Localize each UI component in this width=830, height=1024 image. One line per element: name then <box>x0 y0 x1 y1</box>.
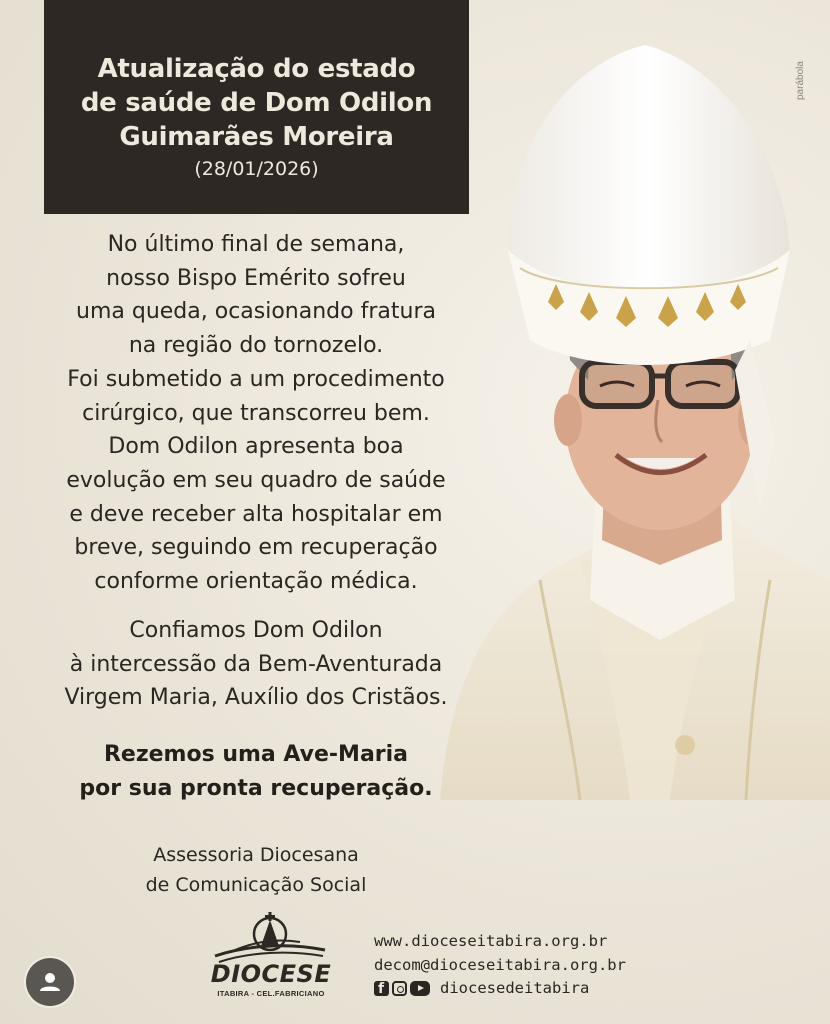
text-line: nosso Bispo Emérito sofreu <box>106 265 406 291</box>
title-line: Guimarães Moreira <box>119 122 394 152</box>
title-line: Atualização do estado <box>97 54 416 84</box>
email-link[interactable]: decom@dioceseitabira.org.br <box>374 955 626 974</box>
user-icon <box>26 958 74 1006</box>
signature-line: Assessoria Diocesana <box>153 844 359 866</box>
signature-line: de Comunicação Social <box>145 874 367 896</box>
call-to-prayer <box>20 738 492 805</box>
text-line: conforme orientação médica. <box>94 569 418 595</box>
text-line: e deve receber alta hospitalar em <box>69 501 443 527</box>
text-line: breve, seguindo em recuperação <box>74 535 438 561</box>
title-line: de saúde de Dom Odilon <box>80 88 433 118</box>
prayer-paragraph <box>20 614 492 715</box>
social-row <box>374 977 626 1001</box>
text-line: No último final de semana, <box>107 232 405 257</box>
text-line: Confiamos Dom Odilon <box>129 618 383 643</box>
text-line: Dom Odilon apresenta boa <box>108 434 404 460</box>
diocese-logo <box>205 912 335 1004</box>
title-date: (28/01/2026) <box>194 158 319 180</box>
text-line: cirúrgico, que transcorreu bem. <box>82 400 430 426</box>
instagram-icon[interactable] <box>392 981 407 996</box>
avatar[interactable] <box>26 958 74 1006</box>
title-banner <box>44 0 469 214</box>
photo-credit-watermark: parábola <box>795 61 806 100</box>
signature <box>40 840 472 900</box>
youtube-icon[interactable] <box>410 981 430 996</box>
facebook-icon[interactable] <box>374 981 389 996</box>
text-line: Foi submetido a um procedimento <box>67 366 445 392</box>
logo-subtitle: ITABIRA - CEL.FABRICIANO <box>217 989 325 998</box>
text-line: evolução em seu quadro de saúde <box>66 467 446 493</box>
website-link[interactable]: www.dioceseitabira.org.br <box>374 932 608 950</box>
text-line: uma queda, ocasionando fratura <box>76 299 436 325</box>
text-line: Rezemos uma Ave-Maria <box>103 742 409 767</box>
announcement-paragraph <box>20 228 492 599</box>
text-line: na região do tornozelo. <box>128 333 384 359</box>
text-line: Virgem Maria, Auxílio dos Cristãos. <box>64 685 448 711</box>
text-line: à intercessão da Bem-Aventurada <box>69 651 443 677</box>
contact-info <box>374 930 626 1001</box>
logo-name: DIOCESE <box>210 960 332 988</box>
social-handle[interactable]: diocesedeitabira <box>440 979 590 997</box>
text-line: por sua pronta recuperação. <box>79 775 433 801</box>
